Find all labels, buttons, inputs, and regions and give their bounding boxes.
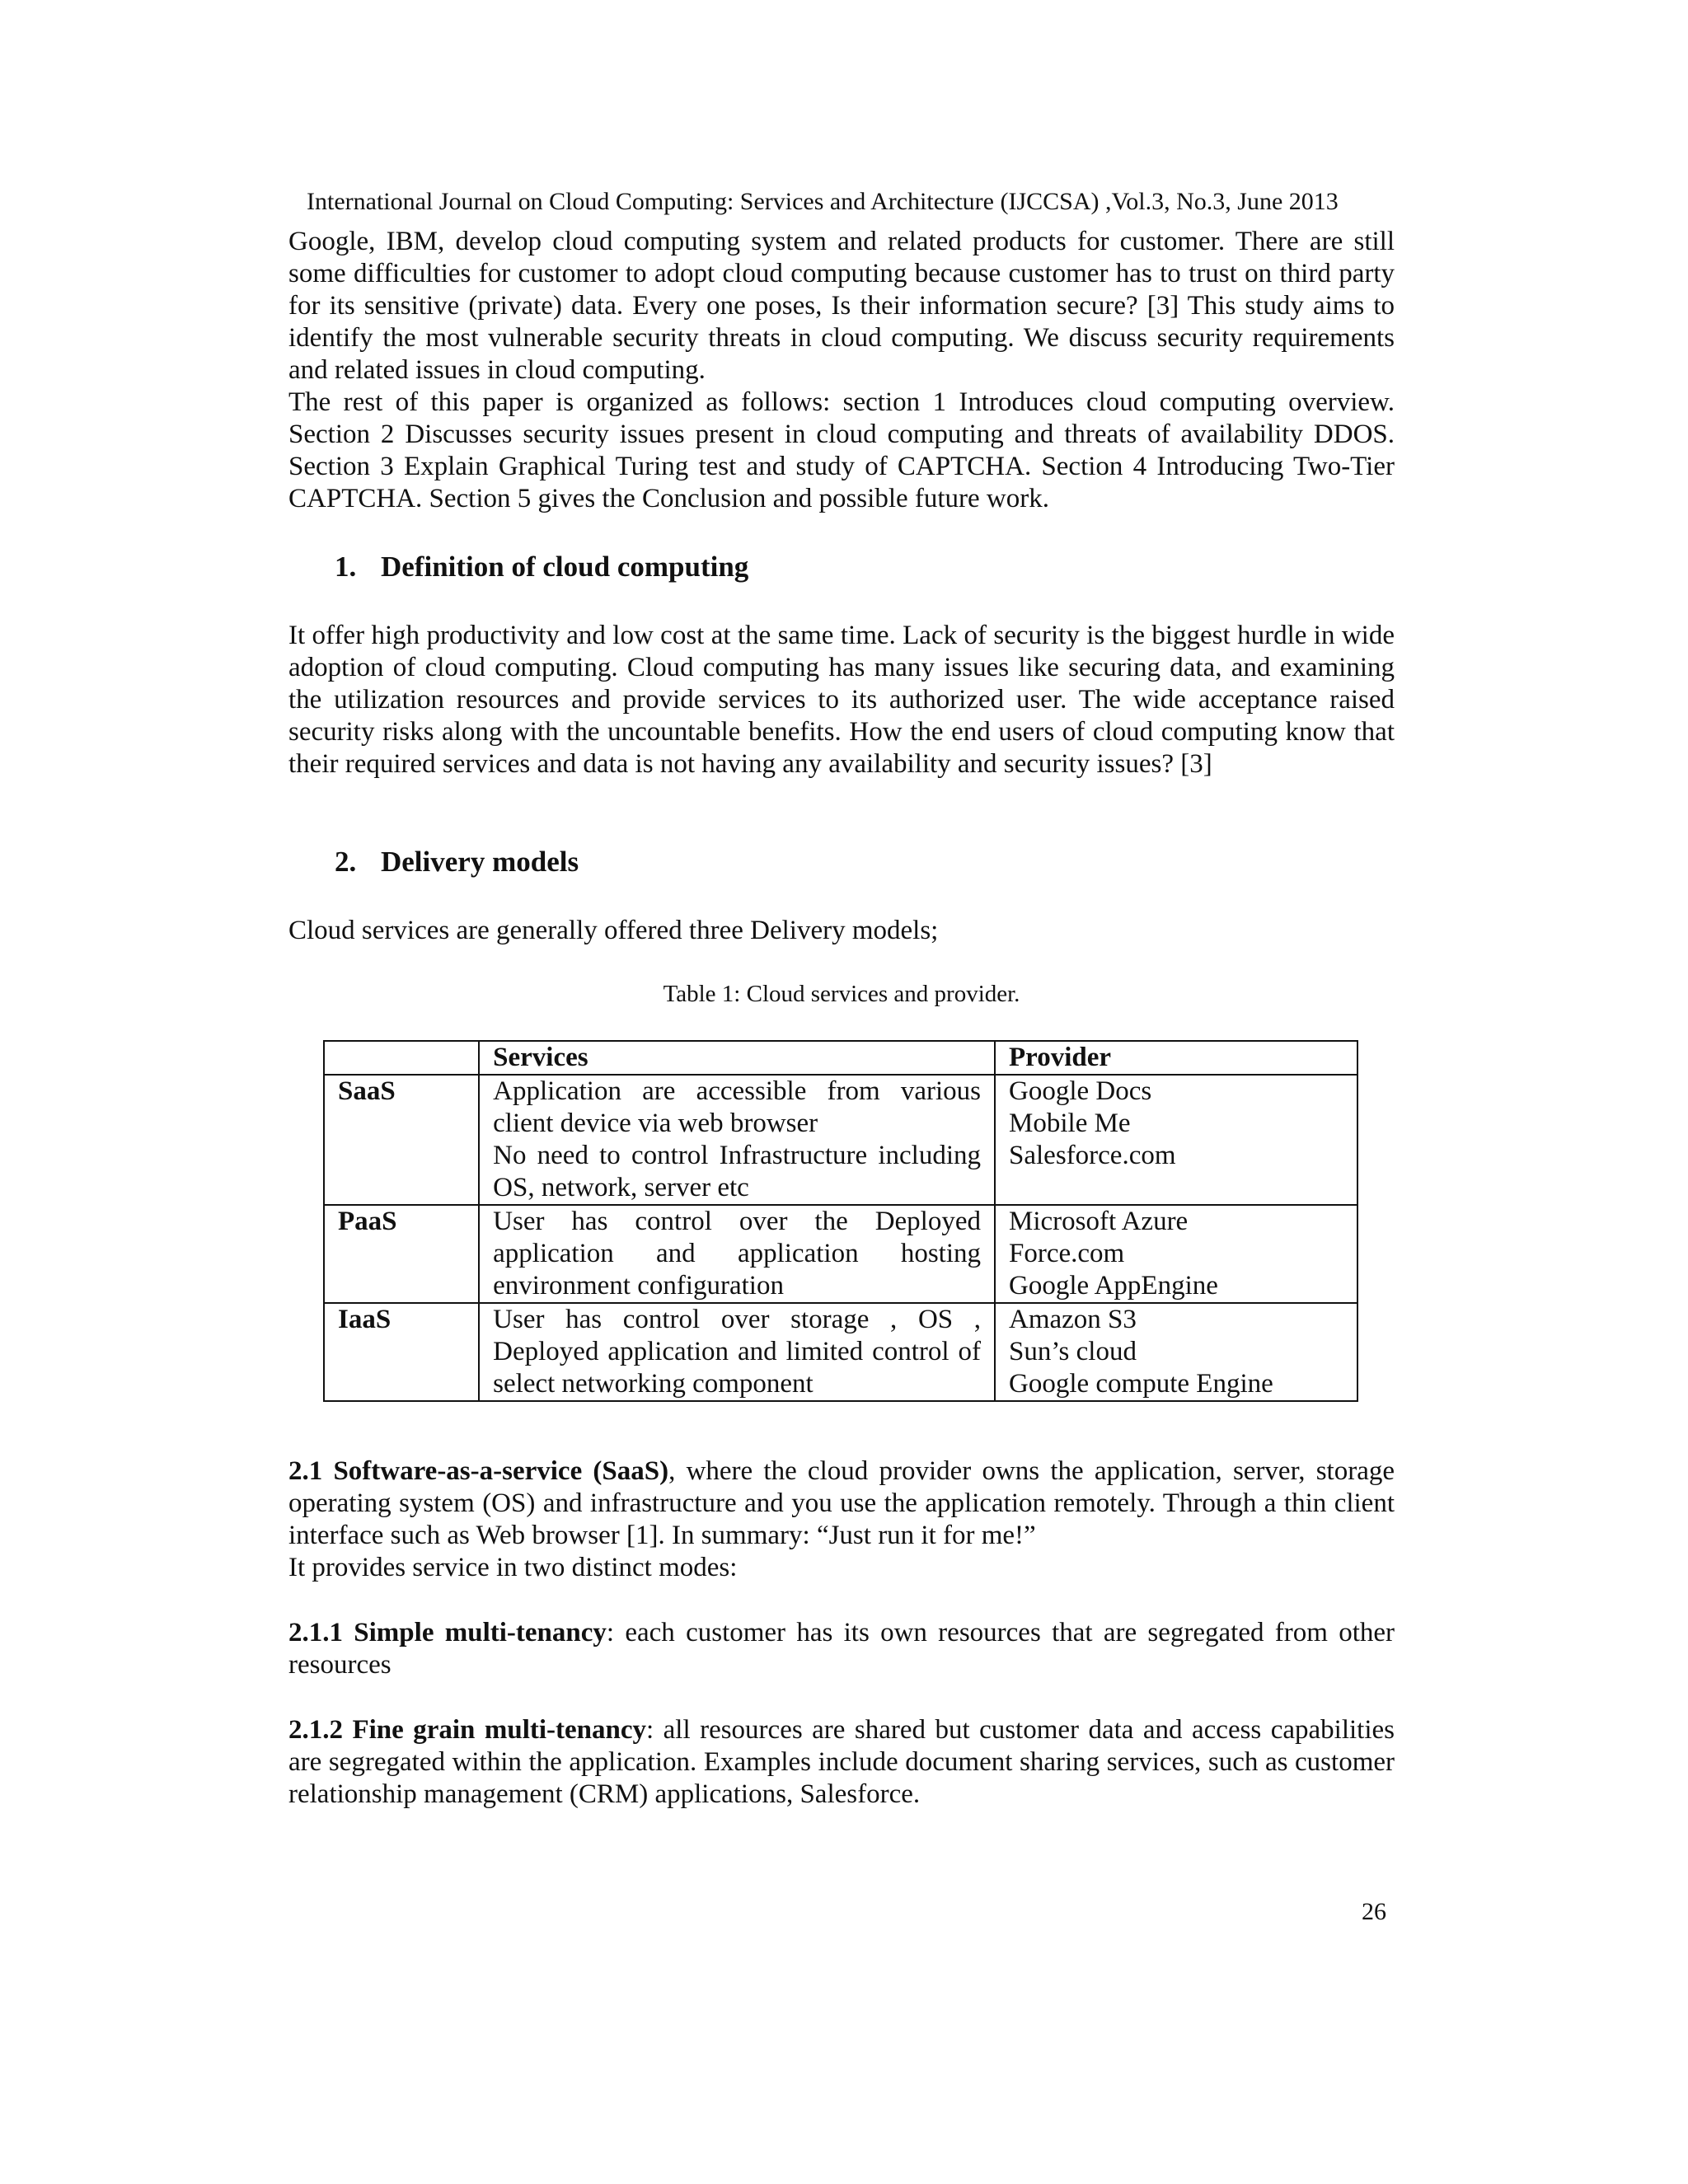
section-2-heading (335, 846, 579, 879)
table-header-services: Services (479, 1041, 995, 1075)
service-line: Deployed application and limited control of (493, 1337, 982, 1366)
provider-line: Microsoft Azure (1009, 1207, 1189, 1236)
section-2-1-2-body: : all resources are shared but customer data and access capabilities are segregated within the application. Examples include document sharing services, such as customer relationship management (CRM) applications, Salesforce. (288, 1715, 1395, 1809)
table-header-model (324, 1041, 479, 1075)
section-2-1-paragraph (288, 1455, 1395, 1552)
table-header-provider: Provider (995, 1041, 1357, 1075)
table-cell-providers (995, 1303, 1357, 1401)
service-line: Application are accessible from various (493, 1076, 982, 1106)
service-line: select networking component (493, 1369, 814, 1399)
service-line: client device via web browser (493, 1108, 818, 1138)
table-row (324, 1205, 1357, 1303)
table-row (324, 1303, 1357, 1401)
section-2-1-body: , where the cloud provider owns the application, server, storage operating system (OS) and infrastructure and you use the application remotely. Through a thin client interface such as Web browser [1]. In summary: “Just run it for me!” (288, 1456, 1395, 1550)
section-2-1-2-paragraph (288, 1714, 1395, 1811)
provider-line: Amazon S3 (1009, 1305, 1137, 1334)
table-header-row (324, 1041, 1357, 1075)
table-cell-services (479, 1205, 995, 1303)
table-cell-model: IaaS (324, 1303, 479, 1401)
section-2-intro (288, 915, 1395, 947)
service-line: User has control over the Deployed (493, 1207, 982, 1236)
section-2-1-1-paragraph (288, 1617, 1395, 1681)
section-1-heading (335, 551, 748, 583)
provider-line: Google compute Engine (1009, 1369, 1273, 1399)
section-2-intro-paragraph: Cloud services are generally offered three Delivery models; (288, 916, 939, 945)
section-2-1 (288, 1455, 1395, 1584)
section-2-1-lead: 2.1 Software-as-a-service (SaaS) (288, 1456, 669, 1486)
service-line: environment configuration (493, 1271, 784, 1301)
table-cell-providers (995, 1075, 1357, 1205)
section-2-1-2-lead: 2.1.2 Fine grain multi-tenancy (288, 1715, 647, 1745)
intro-paragraph-2: The rest of this paper is organized as follows: section 1 Introduces cloud computing overview. Section 2 Discusses security issues present in cloud computing and threats of availability DDOS. Section 3 Explain Graphical Turing test and study of CAPTCHA. Section 4 Introducing Two-Tier CAPTCHA. Section 5 gives the Conclusion and possible future work. (288, 387, 1395, 513)
table-cell-model: SaaS (324, 1075, 479, 1205)
table-cell-model: PaaS (324, 1205, 479, 1303)
section-1-title: Definition of cloud computing (381, 551, 749, 583)
intro-section (288, 226, 1395, 515)
page-number: 26 (1362, 1898, 1386, 1925)
section-2-1-1 (288, 1617, 1395, 1681)
provider-line: Google AppEngine (1009, 1271, 1218, 1301)
intro-paragraph-1: Google, IBM, develop cloud computing system and related products for customer. There are still some difficulties for customer to adopt cloud computing because customer has to trust on third party for its sensitive (private) data. Every one poses, Is their information secure? [3] This study aims to identify the most vulnerable security threats in cloud computing. We discuss security requirements and related issues in cloud computing. (288, 227, 1395, 385)
provider-line: Sun’s cloud (1009, 1337, 1137, 1366)
service-line: User has control over storage , OS , (493, 1305, 982, 1334)
table-1-caption: Table 1: Cloud services and provider. (663, 981, 1020, 1007)
section-1-paragraph: It offer high productivity and low cost at the same time. Lack of security is the biggest hurdle in wide adoption of cloud computing. Cloud computing has many issues like securing data, and examining the utilization resources and provide services to its authorized user. The wide acceptance raised security risks along with the uncountable benefits. How the end users of cloud computing know that their required services and data is not having any availability and security issues? [3] (288, 621, 1395, 779)
section-2-1-1-lead: 2.1.1 Simple multi-tenancy (288, 1618, 607, 1647)
cloud-services-table (323, 1040, 1358, 1402)
provider-line: Salesforce.com (1009, 1141, 1176, 1170)
section-2-number: 2. (335, 846, 357, 878)
table-cell-providers (995, 1205, 1357, 1303)
running-header: International Journal on Cloud Computing: Services and Architecture (IJCCSA) ,Vol.3, No.3, June 2013 (307, 188, 1339, 215)
table-cell-services (479, 1075, 995, 1205)
section-2-title: Delivery models (381, 846, 579, 878)
service-line: No need to control Infrastructure including (493, 1141, 982, 1170)
service-line: OS, network, server etc (493, 1173, 749, 1202)
section-1-body (288, 620, 1395, 780)
section-1-number: 1. (335, 551, 357, 583)
table-cell-services (479, 1303, 995, 1401)
service-line: application and application hosting (493, 1239, 982, 1268)
provider-line: Force.com (1009, 1239, 1125, 1268)
provider-line: Mobile Me (1009, 1108, 1131, 1138)
section-2-1-1-body: : each customer has its own resources that are segregated from other resources (288, 1618, 1395, 1680)
provider-line: Google Docs (1009, 1076, 1152, 1106)
table-row (324, 1075, 1357, 1205)
section-2-1-modes: It provides service in two distinct modes: (288, 1553, 738, 1582)
section-2-1-2 (288, 1714, 1395, 1811)
